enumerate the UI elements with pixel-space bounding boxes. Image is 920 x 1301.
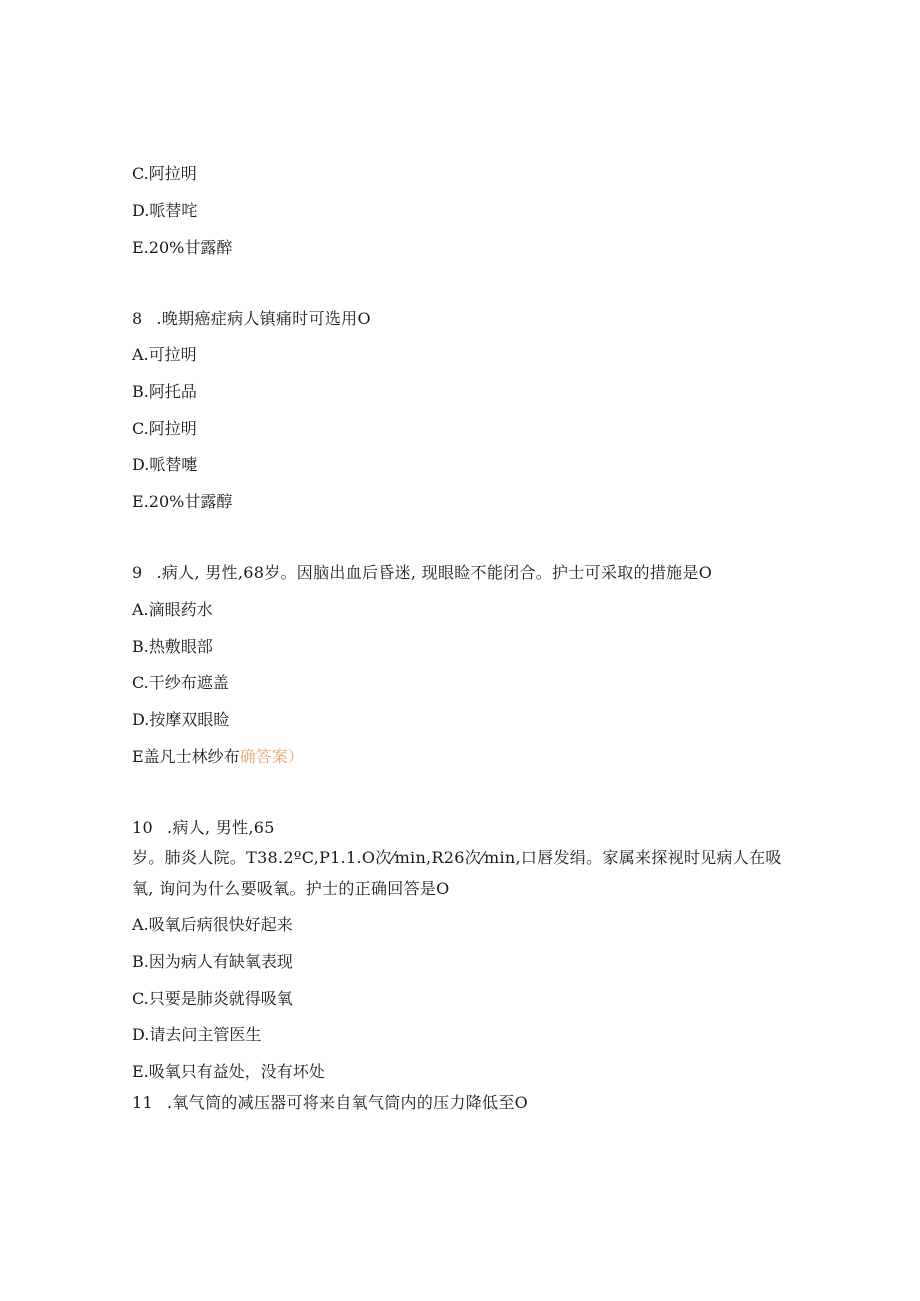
q11-stem: [132, 1092, 528, 1114]
q7-option-d: D.哌替咤: [132, 201, 198, 220]
q8-stem: [132, 308, 371, 330]
q11-text: .氧气筒的减压器可将来自氧气筒内的压力降低至O: [166, 1093, 529, 1112]
q9-answer-note: 确答案）: [239, 747, 304, 766]
q9-stem: [132, 562, 712, 584]
q8-option-a: A.可拉明: [132, 345, 197, 364]
q10-stem-line3: 氧, 询问为什么要吸氧。护士的正确回答是O: [132, 879, 450, 898]
q7-option-e: E.20%甘露醉: [132, 238, 233, 257]
q8-text: .晚期癌症病人镇痛时可选用O: [156, 309, 371, 328]
q9-option-e: [132, 746, 304, 768]
q8-option-b: B.阿托品: [132, 382, 197, 401]
q10-option-d: D.请去问主管医生: [132, 1025, 262, 1044]
q10-stem-line2: 岁。肺炎人院。T38.2ºC,P1.1.O次⁄min,R26次⁄min,口唇发绢。家属来探视时见病人在吸: [132, 848, 782, 867]
q10-option-c: C.只要是肺炎就得吸氧: [132, 989, 293, 1008]
q7-option-c: C.阿拉明: [132, 164, 197, 183]
q8-number: 8: [132, 309, 143, 328]
q9-option-c: C.干纱布遮盖: [132, 673, 229, 692]
q10-option-e: E.吸氧只有益处，没有坏处: [132, 1062, 325, 1081]
q8-option-d: D.哌替嚏: [132, 455, 198, 474]
q9-option-d: D.按摩双眼睑: [132, 710, 230, 729]
q8-option-e: E.20%甘露醇: [132, 492, 233, 511]
q9-option-a: A.滴眼药水: [132, 600, 213, 619]
q10-text-line1: .病人, 男性,65: [166, 818, 275, 837]
q9-number: 9: [132, 563, 143, 582]
q9-option-b: B.热敷眼部: [132, 637, 213, 656]
q10-number: 10: [132, 818, 153, 837]
q10-option-b: B.因为病人有缺氧表现: [132, 952, 293, 971]
q9-option-e-text: E盖凡士林纱布: [132, 747, 240, 766]
q9-text: .病人, 男性,68岁。因脑出血后昏迷, 现眼睑不能闭合。护士可采取的措施是O: [156, 563, 713, 582]
q8-option-c: C.阿拉明: [132, 419, 197, 438]
q10-option-a: A.吸氧后病很快好起来: [132, 915, 293, 934]
q11-number: 11: [132, 1093, 153, 1112]
q10-stem-line1: [132, 817, 275, 839]
